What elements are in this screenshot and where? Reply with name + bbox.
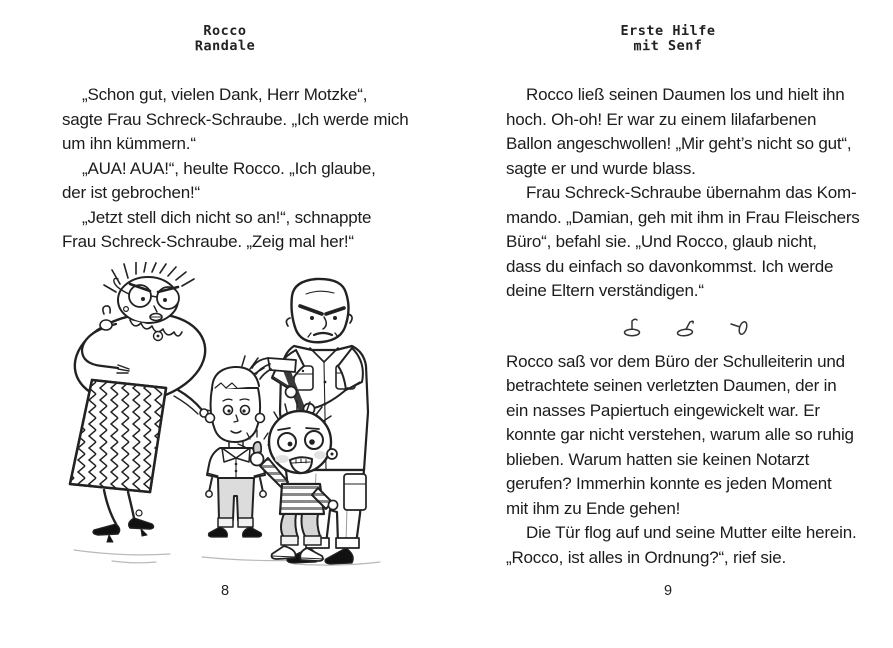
text-line: ein nasses Papiertuch eingewickelt war. Er (506, 400, 820, 420)
text-line: hoch. Oh-oh! Er war zu einem lilafarbenen (506, 109, 817, 129)
text-line: „Schon gut, vielen Dank, Herr Motzke“, (82, 85, 368, 104)
text-line: Rocco ließ seinen Daumen los und hielt ihn (526, 85, 845, 104)
text-line: um ihn kümmern.“ (62, 134, 196, 153)
swollen-thumb (253, 442, 261, 453)
text-line: betrachtete seinen verletzten Daumen, der in (506, 376, 837, 395)
text-line: „Rocco, ist alles in Ordnung?“, rief sie. (506, 547, 786, 567)
text-line: sagte Frau Schreck-Schraube. „Ich werde mich (62, 109, 409, 129)
section-divider (506, 304, 866, 350)
text-line: Ballon angeschwollen! „Mir geht’s nicht so gut“, (506, 134, 852, 153)
text-line: der ist gebrochen!“ (62, 183, 200, 202)
text-line: deine Eltern verständigen.“ (506, 281, 704, 300)
left-page-text (62, 83, 409, 255)
text-line: Frau Schreck-Schraube. „Zeig mal her!“ (62, 232, 354, 251)
right-running-head-line1: Erste Hilfe (620, 23, 716, 39)
thumbtack-icon (674, 315, 698, 339)
text-line: konnte gar nicht verstehen, warum alle so ruhig (506, 425, 854, 444)
left-running-head (120, 24, 330, 54)
text-line: mando. „Damian, geh mit ihm in Frau Fleischers (506, 207, 860, 227)
right-text-part1 (506, 83, 866, 304)
text-line: „Jetzt stell dich nicht so an!“, schnappte (82, 207, 372, 227)
text-line: „AUA! AUA!“, heulte Rocco. „Ich glaube, (82, 158, 376, 178)
woman-figure (67, 262, 215, 542)
text-line: Frau Schreck-Schraube übernahm das Kom- (526, 183, 857, 202)
text-line: Die Tür flog auf und seine Mutter eilte herein. (526, 523, 857, 542)
right-running-head (563, 24, 773, 54)
left-page-number: 8 (220, 583, 230, 599)
right-running-head-line2: mit Senf (633, 37, 703, 55)
text-line: Rocco saß vor dem Büro der Schulleiterin und (506, 351, 845, 371)
text-line: gerufen? Immerhin konnte es jeden Moment (506, 474, 832, 493)
left-running-head-line1: Rocco (203, 23, 247, 39)
text-line: mit ihm zu Ende gehen! (506, 498, 681, 518)
story-illustration (54, 262, 394, 575)
right-text-part2 (506, 350, 866, 571)
text-line: Büro“, befahl sie. „Und Rocco, glaub nicht, (506, 232, 817, 251)
right-page-text (506, 83, 866, 570)
thumbtack-icon (728, 315, 752, 339)
text-line: dass du einfach so davonkommst. Ich werde (506, 256, 834, 276)
text-line: sagte er und wurde blass. (506, 158, 696, 178)
right-page-number: 9 (663, 583, 673, 599)
text-line: blieben. Warum hatten sie keinen Notarzt (506, 449, 810, 469)
thumbtack-icon (620, 315, 644, 339)
left-running-head-line2: Randale (194, 37, 256, 55)
